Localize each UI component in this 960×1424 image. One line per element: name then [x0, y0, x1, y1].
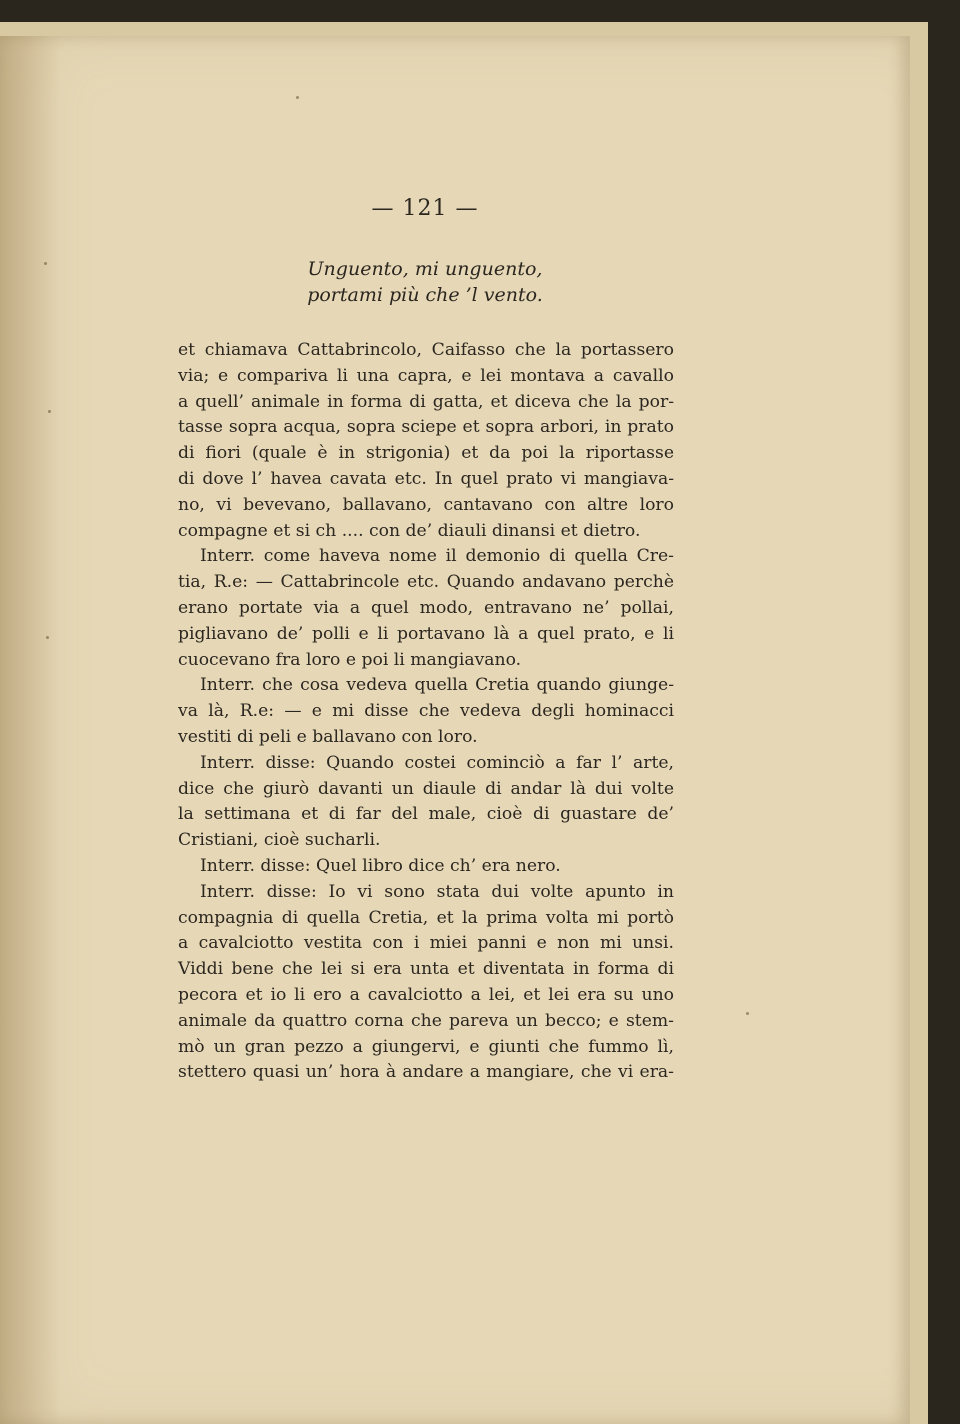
- paper-speck: [746, 1012, 749, 1015]
- text-line: Interr. che cosa vedeva quella Cretia quando giunge-: [200, 675, 674, 696]
- paper-speck: [48, 410, 51, 413]
- paper-speck: [44, 262, 47, 265]
- text-line: Interr. disse: Quel libro dice ch’ era nero.: [200, 855, 561, 876]
- text-line: Interr. disse: Io vi sono stata dui volte apunto in: [200, 881, 674, 902]
- text-line: a cavalciotto vestita con i miei panni e non mi unsi.: [178, 933, 674, 954]
- page-number: — 121 —: [371, 196, 479, 221]
- text-line: Interr. come haveva nome il demonio di quella Cre-: [200, 546, 674, 567]
- text-line: tia, R.e: — Cattabrincole etc. Quando andavano perchè: [178, 572, 674, 593]
- text-line: va là, R.e: — e mi disse che vedeva degli hominacci: [178, 701, 674, 722]
- text-line: pigliavano de’ polli e li portavano là a quel prato, e li: [178, 623, 674, 644]
- text-line: compagnia di quella Cretia, et la prima volta mi portò: [178, 907, 674, 928]
- body-text: [178, 338, 674, 1086]
- text-line: di dove l’ havea cavata etc. In quel prato vi mangiava-: [178, 468, 674, 489]
- text-line: Cristiani, cioè sucharli.: [178, 830, 381, 851]
- text-line: vestiti di peli e ballavano con loro.: [178, 726, 478, 747]
- text-line: la settimana et di far del male, cioè di guastare de’: [178, 804, 674, 825]
- text-line: tasse sopra acqua, sopra sciepe et sopra arbori, in prato: [178, 417, 674, 438]
- text-line: via; e compariva li una capra, e lei montava a cavallo: [178, 365, 674, 386]
- verse-line-2: portami più che ’l vento.: [307, 284, 543, 306]
- text-line: dice che giurò davanti un diaule di andar là dui volte: [178, 778, 674, 799]
- text-line: di fiori (quale è in strigonia) et da poi la riportasse: [178, 443, 674, 464]
- text-line: erano portate via a quel modo, entravano ne’ pollai,: [178, 597, 674, 618]
- text-line: stettero quasi un’ hora à andare a mangiare, che vi era-: [178, 1062, 674, 1083]
- text-line: no, vi bevevano, ballavano, cantavano con altre loro: [178, 494, 674, 515]
- text-line: animale da quattro corna che pareva un becco; e stem-: [178, 1010, 674, 1031]
- text-line: Interr. disse: Quando costei cominciò a far l’ arte,: [200, 752, 674, 773]
- page-gutter-shadow: [0, 36, 60, 1424]
- text-line: compagne et si ch .... con de’ diauli dinansi et dietro.: [178, 520, 641, 541]
- paper-speck: [46, 636, 49, 639]
- verse-line-1: Unguento, mi unguento,: [307, 258, 543, 280]
- text-line: Viddi bene che lei si era unta et diventata in forma di: [178, 959, 674, 980]
- text-line: a quell’ animale in forma di gatta, et diceva che la por-: [178, 391, 674, 412]
- text-line: et chiamava Cattabrincolo, Caifasso che la portassero: [178, 340, 674, 360]
- text-line: pecora et io li ero a cavalciotto a lei, et lei era su uno: [178, 984, 674, 1005]
- text-line: mò un gran pezzo a giungervi, e giunti che fummo lì,: [178, 1036, 674, 1057]
- text-line: cuocevano fra loro e poi li mangiavano.: [178, 649, 522, 670]
- paper-speck: [296, 96, 299, 99]
